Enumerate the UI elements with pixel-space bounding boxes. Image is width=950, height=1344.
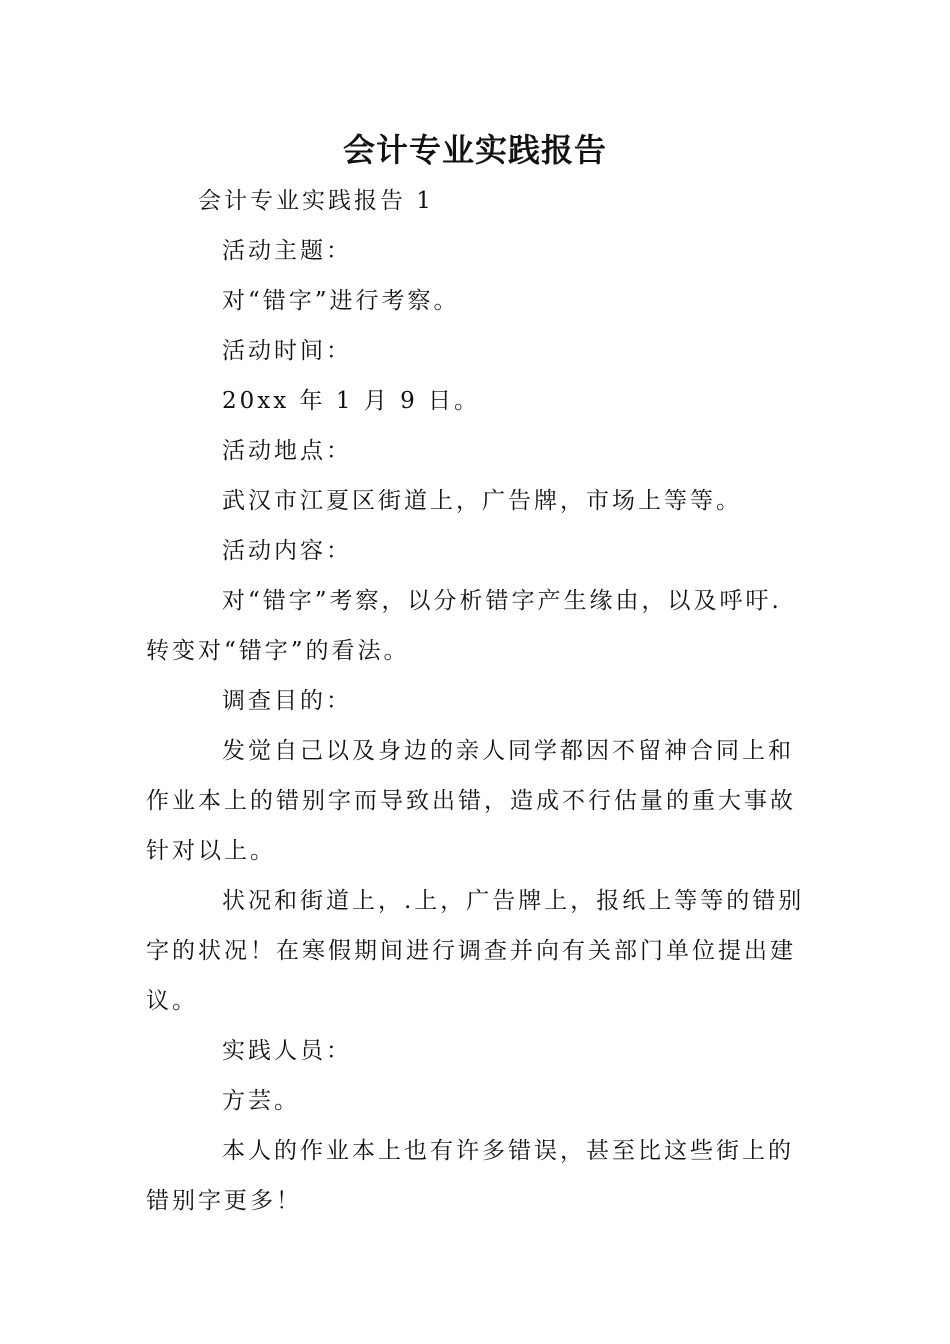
paragraph-line: 字的状况！在寒假期间进行调查并向有关部门单位提出建 [146, 938, 796, 964]
paragraph-line: 活动时间： [222, 338, 352, 364]
paragraph-line: 作业本上的错别字而导致出错，造成不行估量的重大事故 [146, 788, 796, 814]
paragraph-line: 活动内容： [222, 538, 352, 564]
paragraph-line: 武汉市江夏区街道上，广告牌，市场上等等。 [222, 488, 742, 514]
paragraph-line: 发觉自己以及身边的亲人同学都因不留神合同上和 [222, 738, 794, 764]
paragraph-line: 活动地点： [222, 438, 352, 464]
paragraph-line: 状况和街道上，.上，广告牌上，报纸上等等的错别 [222, 888, 805, 914]
paragraph-line: 错别字更多！ [146, 1188, 302, 1214]
document-title: 会计专业实践报告 [342, 131, 607, 169]
paragraph-line: 调查目的： [222, 688, 352, 714]
paragraph-line: 实践人员： [222, 1038, 352, 1064]
paragraph-line: 活动主题： [222, 238, 352, 264]
paragraph-line: 对“错字”考察，以分析错字产生缘由，以及呼吁. [222, 588, 782, 614]
report-subtitle: 会计专业实践报告 1 [198, 188, 434, 214]
paragraph-line: 议。 [146, 988, 198, 1014]
paragraph-line: 针对以上。 [146, 838, 276, 864]
paragraph-line: 方芸。 [222, 1088, 300, 1114]
paragraph-line: 对“错字”进行考察。 [222, 288, 460, 314]
paragraph-line: 20xx 年 1 月 9 日。 [222, 388, 481, 414]
paragraph-line: 本人的作业本上也有许多错误，甚至比这些街上的 [222, 1138, 794, 1164]
paragraph-line: 转变对“错字”的看法。 [146, 638, 410, 664]
